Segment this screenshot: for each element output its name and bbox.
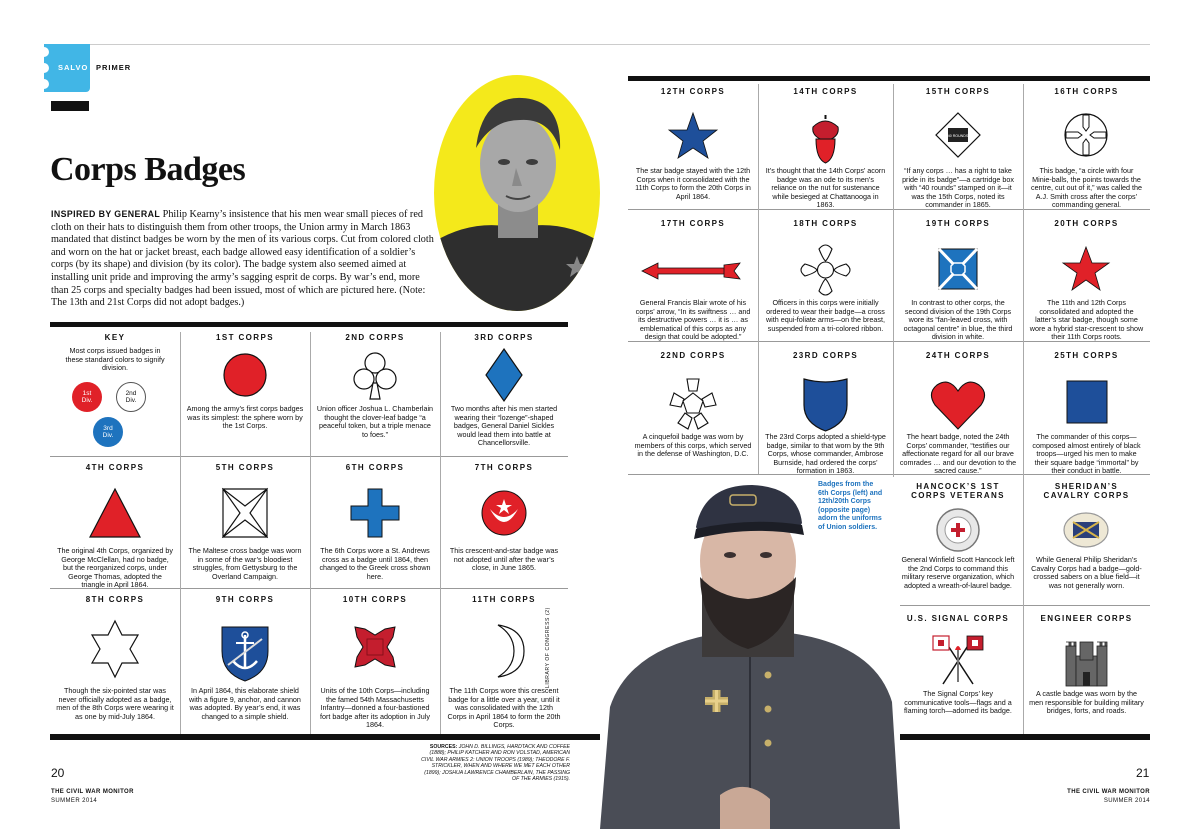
badge-caption: “If any corps … has a right to take pride in its badge”—a cartridge box with “40 rounds” stamped on it—it was the 15th Corps, noted its commander in 1865. <box>902 166 1014 210</box>
badge-caption: The 11th Corps wore this crescent badge for a little over a year, until it was consolidated with the 12th Corps in April 1864 to form the 20th Corps. <box>447 686 561 730</box>
badge-cell-23rd-corps <box>758 345 893 474</box>
badge-title: 4TH CORPS <box>85 463 145 472</box>
badge-title: 7TH CORPS <box>474 463 534 472</box>
badge-title: 24TH CORPS <box>925 351 991 360</box>
division-key-2 <box>116 382 146 412</box>
badge-title: 6TH CORPS <box>345 463 405 472</box>
portrait-top <box>432 68 602 313</box>
top-rule <box>50 44 1150 45</box>
magazine-name-left: THE CIVIL WAR MONITOR <box>51 789 134 795</box>
badge-caption: While General Philip Sheridan’s Cavalry Corps had a badge—gold-crossed sabers on a blue field—it was not generally worn. <box>1031 555 1142 590</box>
clover-leaf-icon <box>310 343 440 405</box>
right-row-divider-4 <box>893 605 1150 606</box>
acorn-icon <box>758 97 893 167</box>
division-2-label: 2nd Div. <box>125 390 137 404</box>
division-1-label: 1st Div. <box>81 390 93 404</box>
division-3-label: 3rd Div. <box>102 425 114 439</box>
anchor-shield-icon <box>180 605 310 687</box>
greek-cross-icon <box>310 473 440 547</box>
badge-caption: Units of the 10th Corps—including the famed 54th Massachusetts Infantry—donned a four-bastioned fort badge after its adoption in July 1864. <box>320 686 430 730</box>
badge-title: 1ST CORPS <box>216 333 274 342</box>
badge-title: 19TH CORPS <box>925 219 991 228</box>
badge-title: 2ND CORPS <box>345 333 405 342</box>
red-star-icon <box>1023 229 1150 299</box>
sources-text: JOHN D. BILLINGS, HARDTACK AND COFFEE (1888); PHILIP KATCHER AND RON VOLSTAD, AMERICAN CIVIL WAR ARMIES 2: UNION TROOPS (1989); THEODORE F. STRICKLER, WHEN AND WHERE WE MET EACH OTHER (1899); JOSHUA LAWRENCE CHAMBERLAIN, THE PASSING OF THE ARMIES (1915). <box>421 744 570 783</box>
minie-ball-circle-icon <box>1023 97 1150 167</box>
badge-title: 23RD CORPS <box>792 351 859 360</box>
badge-cell-4th-corps <box>50 457 180 590</box>
badge-caption: The heart badge, noted the 24th Corps’ commander, “testifies our affectionate regard for all our brave comrades … and our devotion to the sacred cause.” <box>899 432 1017 476</box>
signal-flags-icon <box>893 624 1023 690</box>
crescent-star-icon <box>440 473 568 547</box>
badge-title: 3RD CORPS <box>474 333 534 342</box>
badge-cell-20th-corps <box>1023 213 1150 341</box>
wreath-badge-icon <box>893 500 1023 556</box>
badge-cell-1st-corps <box>180 327 310 455</box>
key-text: Most corps issued badges in these standard colors to signify division. <box>65 346 165 373</box>
badge-title: 14TH CORPS <box>793 87 858 96</box>
badge-title: 22ND CORPS <box>660 351 726 360</box>
badge-cell-2nd-corps <box>310 327 440 455</box>
cartridge-box-icon <box>893 97 1023 167</box>
intro-lead: INSPIRED BY GENERAL <box>51 209 161 219</box>
badge-caption: The Maltese cross badge was worn in some of the war’s bloodiest struggles, from Gettysburg to the Overland Campaign. <box>188 546 302 581</box>
badge-caption: The original 4th Corps, organized by George McClellan, had no badge, but the reorganized corps, under George Thomas, adopted the triangle in April 1864. <box>57 546 173 590</box>
blue-star-icon <box>628 97 758 167</box>
badge-title: 8TH CORPS <box>85 595 145 604</box>
badge-caption: Among the army’s first corps badges was its simplest: the sphere worn by the 1st Corps. <box>186 404 304 431</box>
section-label: PRIMER <box>96 63 132 72</box>
intro-body: Philip Kearny’s insistence that his men wear small pieces of red cloth on their hats to distinguish them from other troops, the Union army in March 1863 mandated that distinct badges be worn by the men of its various corps. Cut from colored cloth and worn on the hat or jacket breast, each badge allowed easy identification of a soldier’s corps (by its shape) and division (by its color). The badge system also seemed aimed at installing unit pride and improving the army’s sagging esprit de corps. By war’s end, more than 25 corps and specialty badges had been issued, most of which are pictured here. (Note: The 13th and 21st Corps did not adopt badges.) <box>51 209 434 309</box>
badge-title: ENGINEER CORPS <box>1040 614 1133 623</box>
badge-caption: The 23rd Corps adopted a shield-type badge, similar to that worn by the 9th Corps, whose commander, Ambrose Burnside, had ordered the corps’ formation in 1863. <box>765 432 886 476</box>
photo-caption: Badges from the 6th Corps (left) and 12th/20th Corps (opposite page) adorn the uniforms of Union soldiers. <box>818 481 883 531</box>
salvo-tab <box>44 44 90 92</box>
badge-caption: It’s thought that the 14th Corps’ acorn badge was an ode to its men’s reliance on the nut for sustenance while besieged at Chattanooga in 1863. <box>765 166 886 210</box>
badge-cell-5th-corps <box>180 457 310 587</box>
badge-title: HANCOCK’S 1ST CORPS VETERANS <box>911 482 1005 500</box>
badge-cell-10th-corps <box>310 589 440 733</box>
cross-foliate-icon <box>758 229 893 299</box>
badge-title: 9TH CORPS <box>215 595 275 604</box>
badge-title: 16TH CORPS <box>1054 87 1119 96</box>
badge-caption: Two months after his men started wearing their “lozenge”-shaped badges, General Daniel Sickles would lead them into battle at Chancellorsville. <box>450 404 558 448</box>
badge-title: 12TH CORPS <box>660 87 726 96</box>
red-circle-icon <box>180 343 310 405</box>
arrow-icon <box>628 229 758 299</box>
red-triangle-icon <box>50 473 180 547</box>
badge-title: 15TH CORPS <box>925 87 991 96</box>
sources-label: SOURCES: <box>429 744 458 750</box>
magazine-name-right: THE CIVIL WAR MONITOR <box>1067 789 1150 795</box>
badge-caption: The 6th Corps wore a St. Andrews cross as a badge until 1864, then changed to the Greek cross shown here. <box>319 546 431 581</box>
badge-title: 17TH CORPS <box>660 219 726 228</box>
badge-cell-engineer-corps <box>1023 608 1150 734</box>
title-bar <box>51 101 89 111</box>
fort-badge-icon <box>310 605 440 687</box>
badge-cell-6th-corps <box>310 457 440 587</box>
badge-title: 20TH CORPS <box>1054 219 1119 228</box>
badge-caption: A cinquefoil badge was worn by members of this corps, which served in the defense of Washington, D.C. <box>634 432 752 459</box>
badge-cell-signal-corps <box>893 608 1023 734</box>
badge-caption: The commander of this corps—composed almost entirely of black troops—urged his men to make their square badge “immortal” by their conduct in battle. <box>1032 432 1141 476</box>
maltese-cross-icon <box>180 473 310 547</box>
badge-cell-9th-corps <box>180 589 310 733</box>
badge-title: U.S. SIGNAL CORPS <box>906 614 1010 623</box>
crossed-sabers-icon <box>1023 500 1150 556</box>
badge-cell-25th-corps <box>1023 345 1150 474</box>
division-key-3 <box>93 417 123 447</box>
blue-shield-icon <box>758 361 893 433</box>
issue-right: SUMMER 2014 <box>1103 798 1150 804</box>
badge-cell-7th-corps <box>440 457 568 587</box>
badge-cell-hancock-veterans <box>893 477 1023 605</box>
castle-icon <box>1023 624 1150 690</box>
fan-leaved-cross-icon <box>893 229 1023 299</box>
badge-caption: Union officer Joshua L. Chamberlain thought the clover-leaf badge “a peaceful token, but a triple menace to foes.” <box>316 404 434 439</box>
badge-title: SHERIDAN’S CAVALRY CORPS <box>1043 482 1130 500</box>
cinquefoil-icon <box>628 361 758 433</box>
badge-cell-24th-corps <box>893 345 1023 474</box>
badge-caption: Officers in this corps were initially ordered to wear their badge—a cross with equi-foliate arms—on the breast, suspended from a tri-colored ribbon. <box>765 298 886 333</box>
key-title: KEY <box>104 333 126 342</box>
badge-cell-18th-corps <box>758 213 893 341</box>
section-tab-label: SALVO <box>58 63 89 72</box>
page-number-right: 21 <box>1136 766 1150 780</box>
badge-title: 10TH CORPS <box>342 595 408 604</box>
intro-paragraph <box>51 208 436 310</box>
badge-cell-17th-corps <box>628 213 758 341</box>
badge-caption: This crescent-and-star badge was not adopted until after the war’s close, in June 1865. <box>449 546 559 573</box>
badge-caption: General Winfield Scott Hancock left the 2nd Corps to command this military reserve organization, which adopted a wreath-of-laurel badge. <box>901 555 1015 590</box>
tab-scallop-icon <box>40 44 54 92</box>
badge-title: 18TH CORPS <box>793 219 858 228</box>
badge-cell-15th-corps <box>893 81 1023 209</box>
blue-square-icon <box>1023 361 1150 433</box>
badge-cell-22nd-corps <box>628 345 758 474</box>
red-heart-icon <box>893 361 1023 433</box>
division-key-1 <box>72 382 102 412</box>
photo-credit: LIBRARY OF CONGRESS (2) <box>545 607 551 688</box>
issue-left: SUMMER 2014 <box>51 798 98 804</box>
key-cell <box>50 327 180 455</box>
page-number-left: 20 <box>51 766 65 780</box>
badge-caption: In April 1864, this elaborate shield with a figure 9, anchor, and cannon was adopted. By year’s end, it was changed to a simple shield. <box>189 686 301 721</box>
badge-cell-8th-corps <box>50 589 180 733</box>
badge-cell-19th-corps <box>893 213 1023 341</box>
badge-caption: The Signal Corps’ key communicative tools—flags and a flaming torch—adorned its badge. <box>904 689 1012 716</box>
sources-note <box>420 744 570 782</box>
badge-caption: Though the six-pointed star was never officially adopted as a badge, men of the 8th Corps were wearing it as one by mid-July 1864. <box>56 686 174 721</box>
badge-cell-16th-corps <box>1023 81 1150 209</box>
badge-cell-sheridan-cavalry <box>1023 477 1150 605</box>
badge-caption: A castle badge was worn by the men responsible for building military bridges, forts, and roads. <box>1029 689 1144 716</box>
badge-title: 5TH CORPS <box>215 463 275 472</box>
badge-caption: General Francis Blair wrote of his corps’ arrow, “In its swiftness … and its destructive powers … it is … as emblematical of this corps as any design that could be adopted.” <box>635 298 751 342</box>
badge-caption: In contrast to other corps, the second division of the 19th Corps wore its “fan-leaved cross, with octagonal centre” in blue, the third division in white. <box>903 298 1013 342</box>
badge-cell-3rd-corps <box>440 327 568 455</box>
badge-cell-14th-corps <box>758 81 893 209</box>
badge-caption: The star badge stayed with the 12th Corps when it consolidated with the 11th Corps to form the 20th Corps in April 1864. <box>635 166 751 201</box>
page-title: Corps Badges <box>50 151 246 188</box>
badge-title: 25TH CORPS <box>1054 351 1119 360</box>
badge-title: 11TH CORPS <box>472 595 536 604</box>
cartridge-text: 40 ROUNDS <box>947 134 969 138</box>
badge-caption: This badge, “a circle with four Minie-balls, the points towards the centre, cut out of it,” was called the A.J. Smith cross after the corps’ commanding general. <box>1030 166 1143 210</box>
badge-caption: The 11th and 12th Corps consolidated and adopted the latter’s star badge, though some wore a hybrid star-crescent to show their 11th Corps roots. <box>1029 298 1144 342</box>
blue-lozenge-icon <box>440 343 568 405</box>
badge-cell-12th-corps <box>628 81 758 209</box>
six-pointed-star-icon <box>50 605 180 687</box>
